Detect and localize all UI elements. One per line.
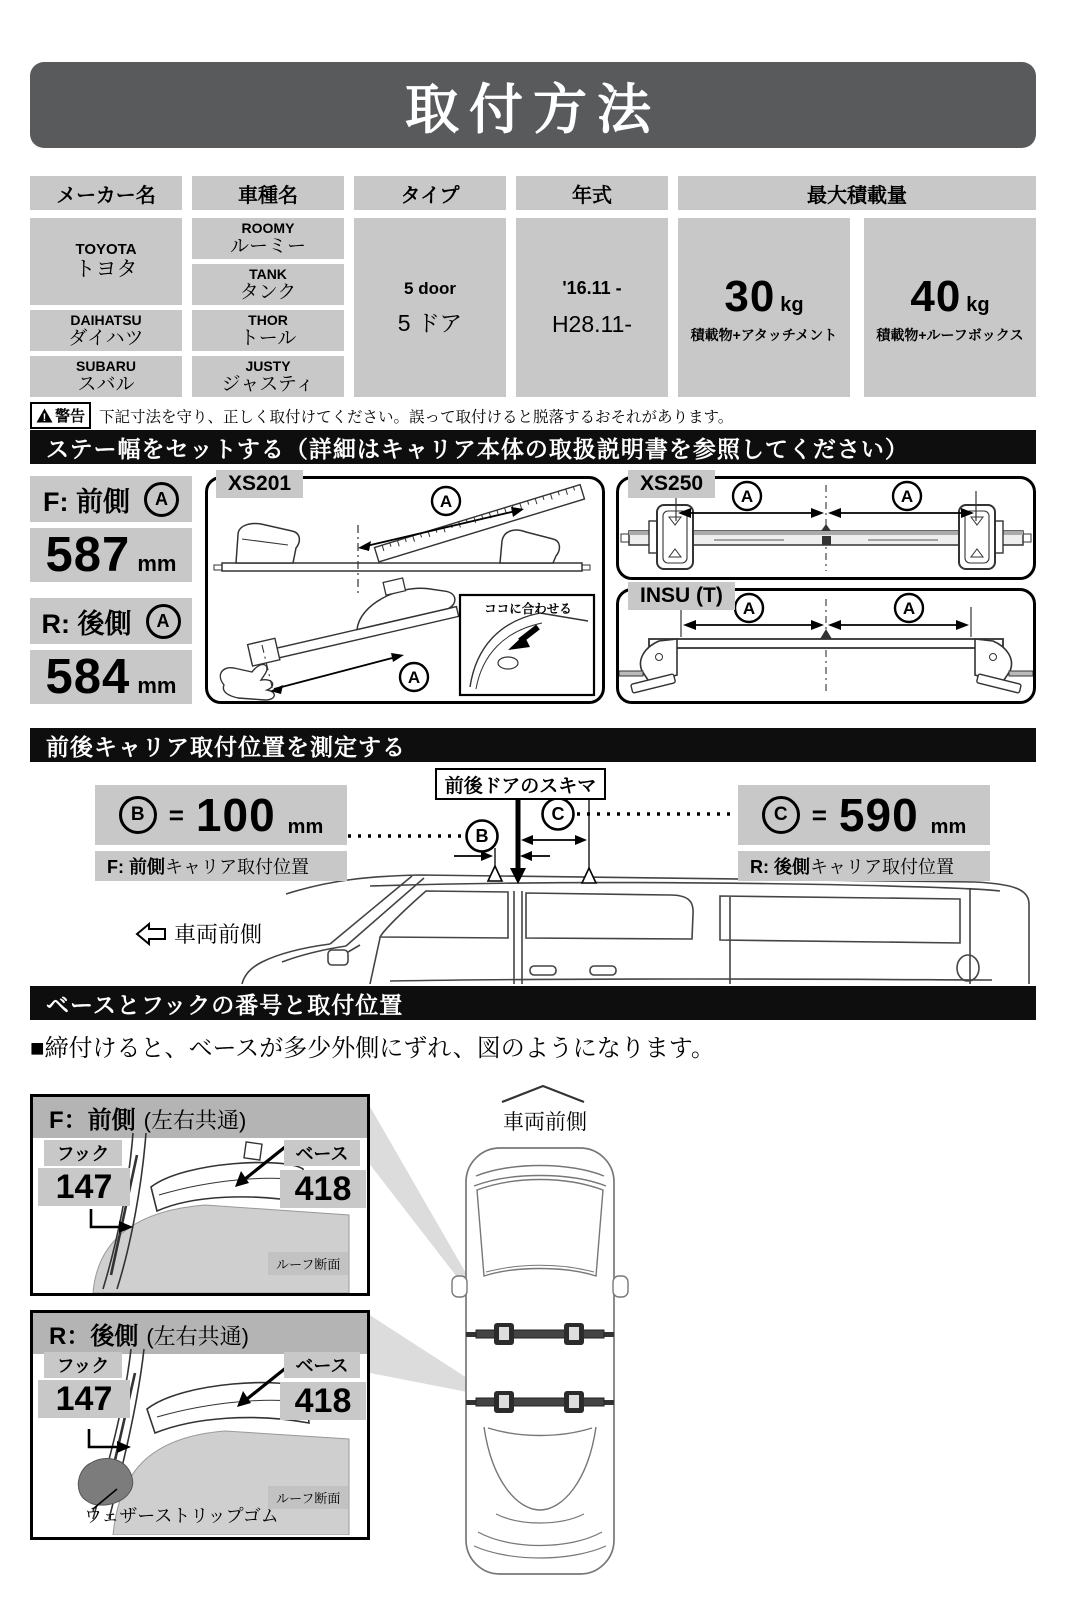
base-hook-note-text: ■締付けると、ベースが多少外側にずれ、図のようになります。 bbox=[30, 1035, 715, 1062]
front-base-label-text: ベース bbox=[295, 1144, 349, 1164]
maker-subaru-en: SUBARU bbox=[76, 357, 136, 374]
weatherstrip-label-text: ウェザーストリップゴム bbox=[84, 1506, 279, 1526]
mark-c-circle: C bbox=[551, 804, 565, 824]
maker-subaru-ja: スバル bbox=[77, 373, 135, 395]
section1-title: ステー幅をセットする（詳細はキャリア本体の取扱説明書を参照してください） bbox=[46, 435, 909, 462]
b-caption-strong: F: 前側 bbox=[107, 857, 165, 877]
load1-value: 30 bbox=[724, 272, 776, 322]
c-equals: = bbox=[811, 799, 827, 830]
warning-row bbox=[30, 402, 733, 429]
year-line1: '16.11 - bbox=[562, 277, 622, 298]
load2-desc: 積載物+ルーフボックス bbox=[876, 326, 1024, 343]
xs201-label-text: XS201 bbox=[228, 472, 292, 495]
rear-stay-label bbox=[30, 598, 192, 644]
model-justy-en: JUSTY bbox=[245, 357, 291, 374]
col-header-model-label: 車種名 bbox=[238, 184, 298, 207]
rear-base-number bbox=[280, 1382, 366, 1420]
front-panel-title: F：前側 bbox=[49, 1107, 136, 1134]
rear-roof-section-label-text: ルーフ断面 bbox=[276, 1491, 341, 1506]
front-base-number bbox=[280, 1170, 366, 1208]
col-header-year-label: 年式 bbox=[572, 184, 612, 207]
insu-label-text: INSU (T) bbox=[640, 584, 723, 607]
c-caption bbox=[738, 851, 990, 881]
year-cell bbox=[516, 218, 668, 397]
rear-hook-label bbox=[44, 1352, 122, 1378]
mark-c-box: C bbox=[762, 796, 800, 834]
load-cell-roofbox bbox=[864, 218, 1036, 397]
vehicle-front-label-side: 車両前側 bbox=[174, 922, 263, 947]
maker-cell-toyota bbox=[30, 218, 182, 305]
model-cell-justy bbox=[192, 356, 344, 397]
c-caption-rest: キャリア取付位置 bbox=[810, 857, 954, 877]
load1-unit: kg bbox=[780, 294, 804, 317]
xs201-stay-lower bbox=[241, 568, 460, 666]
front-hook-label-text: フック bbox=[56, 1144, 110, 1164]
door-gap-label bbox=[435, 768, 606, 800]
col-header-maxload-label: 最大積載量 bbox=[807, 184, 907, 207]
xs250-mark-a-right: A bbox=[900, 487, 914, 506]
model-roomy-en: ROOMY bbox=[241, 219, 295, 236]
type-ja: 5 ドア bbox=[397, 310, 463, 337]
maker-daihatsu-en: DAIHATSU bbox=[70, 311, 142, 328]
rear-base-label-text: ベース bbox=[295, 1356, 349, 1376]
maker-cell-subaru bbox=[30, 356, 182, 397]
model-roomy-ja: ルーミー bbox=[229, 235, 306, 257]
car-side-view bbox=[242, 875, 1029, 984]
door-gap-label-text: 前後ドアのスキマ bbox=[444, 775, 597, 797]
front-base-number-text: 418 bbox=[294, 1169, 352, 1208]
front-stay-label-text: F: 前側 bbox=[43, 486, 130, 517]
load2-value: 40 bbox=[910, 272, 962, 322]
front-hook-number-text: 147 bbox=[55, 1167, 113, 1206]
vehicle-front-label-top: 車両前側 bbox=[503, 1111, 587, 1134]
front-hook-label bbox=[44, 1140, 122, 1166]
insu-mark-a-left: A bbox=[742, 599, 756, 618]
warning-badge bbox=[30, 402, 91, 429]
hand-illustration bbox=[220, 664, 274, 700]
page-title-bar bbox=[30, 62, 1036, 148]
rear-panel-title-note: (左右共通) bbox=[146, 1324, 249, 1349]
year-line2: H28.11- bbox=[551, 310, 633, 337]
rear-stay-label-text: R: 後側 bbox=[41, 608, 132, 639]
xs201-diagram bbox=[208, 479, 602, 701]
rear-hook-number-text: 147 bbox=[55, 1379, 113, 1418]
vehicle-front-indicator-side bbox=[135, 918, 262, 949]
insu-left-foot bbox=[619, 639, 677, 693]
load1-desc: 積載物+アタッチメント bbox=[690, 326, 838, 343]
warning-text: 下記寸法を守り、正しく取付けてください。誤って取付けると脱落するおそれがあります。 bbox=[99, 408, 734, 426]
front-stay-mm: 587 bbox=[45, 528, 131, 582]
front-roof-section-label bbox=[268, 1252, 348, 1275]
xs250-label-text: XS250 bbox=[640, 472, 704, 495]
insu-right-foot bbox=[975, 639, 1033, 693]
rear-base-label bbox=[284, 1352, 360, 1378]
rear-panel-title: R：後側 bbox=[49, 1323, 139, 1350]
warning-badge-label: 警告 bbox=[55, 408, 86, 425]
b-value: 100 bbox=[195, 789, 276, 841]
section-header-base-hook bbox=[30, 986, 1036, 1020]
b-value-box bbox=[95, 785, 347, 845]
type-cell bbox=[354, 218, 506, 397]
maker-daihatsu-ja: ダイハツ bbox=[68, 327, 144, 349]
panel-label-xs201 bbox=[216, 470, 303, 498]
model-tank-en: TANK bbox=[249, 265, 287, 282]
model-tank-ja: タンク bbox=[239, 281, 297, 303]
model-cell-thor bbox=[192, 310, 344, 351]
front-base-label bbox=[284, 1140, 360, 1166]
mark-b-circle: B bbox=[475, 826, 489, 846]
rear-stay-value bbox=[30, 650, 192, 704]
model-cell-roomy bbox=[192, 218, 344, 259]
section3-title: ベースとフックの番号と取付位置 bbox=[46, 991, 404, 1018]
rear-base-number-text: 418 bbox=[294, 1381, 352, 1420]
xs201-mark-a-top: A bbox=[439, 492, 453, 511]
b-caption bbox=[95, 851, 347, 881]
section2-title: 前後キャリア取付位置を測定する bbox=[46, 733, 406, 760]
col-header-year bbox=[516, 176, 668, 210]
col-header-maxload bbox=[678, 176, 1036, 210]
vehicle-front-arrow-top bbox=[502, 1086, 584, 1102]
rear-roof-section-label bbox=[268, 1486, 348, 1509]
load-cell-attachment bbox=[678, 218, 850, 397]
maker-toyota-en: TOYOTA bbox=[75, 240, 137, 258]
page-title: 取付方法 bbox=[405, 79, 661, 140]
xs201-mark-a-bottom: A bbox=[407, 668, 421, 687]
model-justy-ja: ジャスティ bbox=[221, 373, 315, 395]
panel-label-insu bbox=[628, 582, 735, 610]
left-arrow-icon bbox=[135, 922, 167, 946]
mark-b-box: B bbox=[119, 796, 157, 834]
load2-unit: kg bbox=[966, 294, 990, 317]
front-stay-label bbox=[30, 476, 192, 522]
b-unit: mm bbox=[287, 816, 324, 838]
b-caption-rest: キャリア取付位置 bbox=[165, 857, 309, 877]
b-equals: = bbox=[168, 799, 184, 830]
section-header-measure bbox=[30, 728, 1036, 762]
model-thor-en: THOR bbox=[248, 311, 288, 328]
mark-a-front: A bbox=[144, 482, 179, 517]
col-header-maker bbox=[30, 176, 182, 210]
top-view-diagram bbox=[360, 1080, 800, 1592]
model-thor-ja: トール bbox=[239, 327, 297, 349]
front-roof-section-label-text: ルーフ断面 bbox=[276, 1257, 341, 1272]
car-top-view bbox=[452, 1148, 628, 1574]
section-header-stay-width bbox=[30, 430, 1036, 464]
warning-triangle-icon bbox=[36, 408, 53, 423]
front-stay-value bbox=[30, 528, 192, 582]
rear-hook-label-text: フック bbox=[56, 1356, 110, 1376]
front-hook-number bbox=[38, 1168, 130, 1206]
rear-hook-number bbox=[38, 1380, 130, 1418]
col-header-type bbox=[354, 176, 506, 210]
col-header-type-label: タイプ bbox=[400, 184, 460, 207]
maker-toyota-ja: トヨタ bbox=[74, 258, 138, 282]
type-en: 5 door bbox=[404, 278, 456, 298]
c-value-box bbox=[738, 785, 990, 845]
rear-stay-unit: mm bbox=[137, 673, 177, 698]
front-panel-title-note: (左右共通) bbox=[143, 1108, 247, 1133]
mark-a-rear: A bbox=[146, 604, 181, 639]
c-unit: mm bbox=[930, 816, 967, 838]
base-hook-note bbox=[30, 1028, 715, 1063]
c-value: 590 bbox=[838, 789, 919, 841]
model-cell-tank bbox=[192, 264, 344, 305]
front-stay-unit: mm bbox=[137, 551, 177, 576]
rear-stay-mm: 584 bbox=[45, 650, 131, 704]
insu-mark-a-right: A bbox=[902, 599, 916, 618]
xs250-mark-a-left: A bbox=[740, 487, 754, 506]
c-caption-strong: R: 後側 bbox=[750, 857, 810, 877]
vehicle-front-indicator-top bbox=[500, 1106, 590, 1136]
inset-note: ココに合わせる bbox=[484, 602, 572, 616]
maker-cell-daihatsu bbox=[30, 310, 182, 351]
panel-label-xs250 bbox=[628, 470, 715, 498]
svg-text:!: ! bbox=[42, 412, 47, 423]
col-header-maker-label: メーカー名 bbox=[56, 184, 156, 207]
weatherstrip-label bbox=[84, 1502, 279, 1528]
col-header-model bbox=[192, 176, 344, 210]
